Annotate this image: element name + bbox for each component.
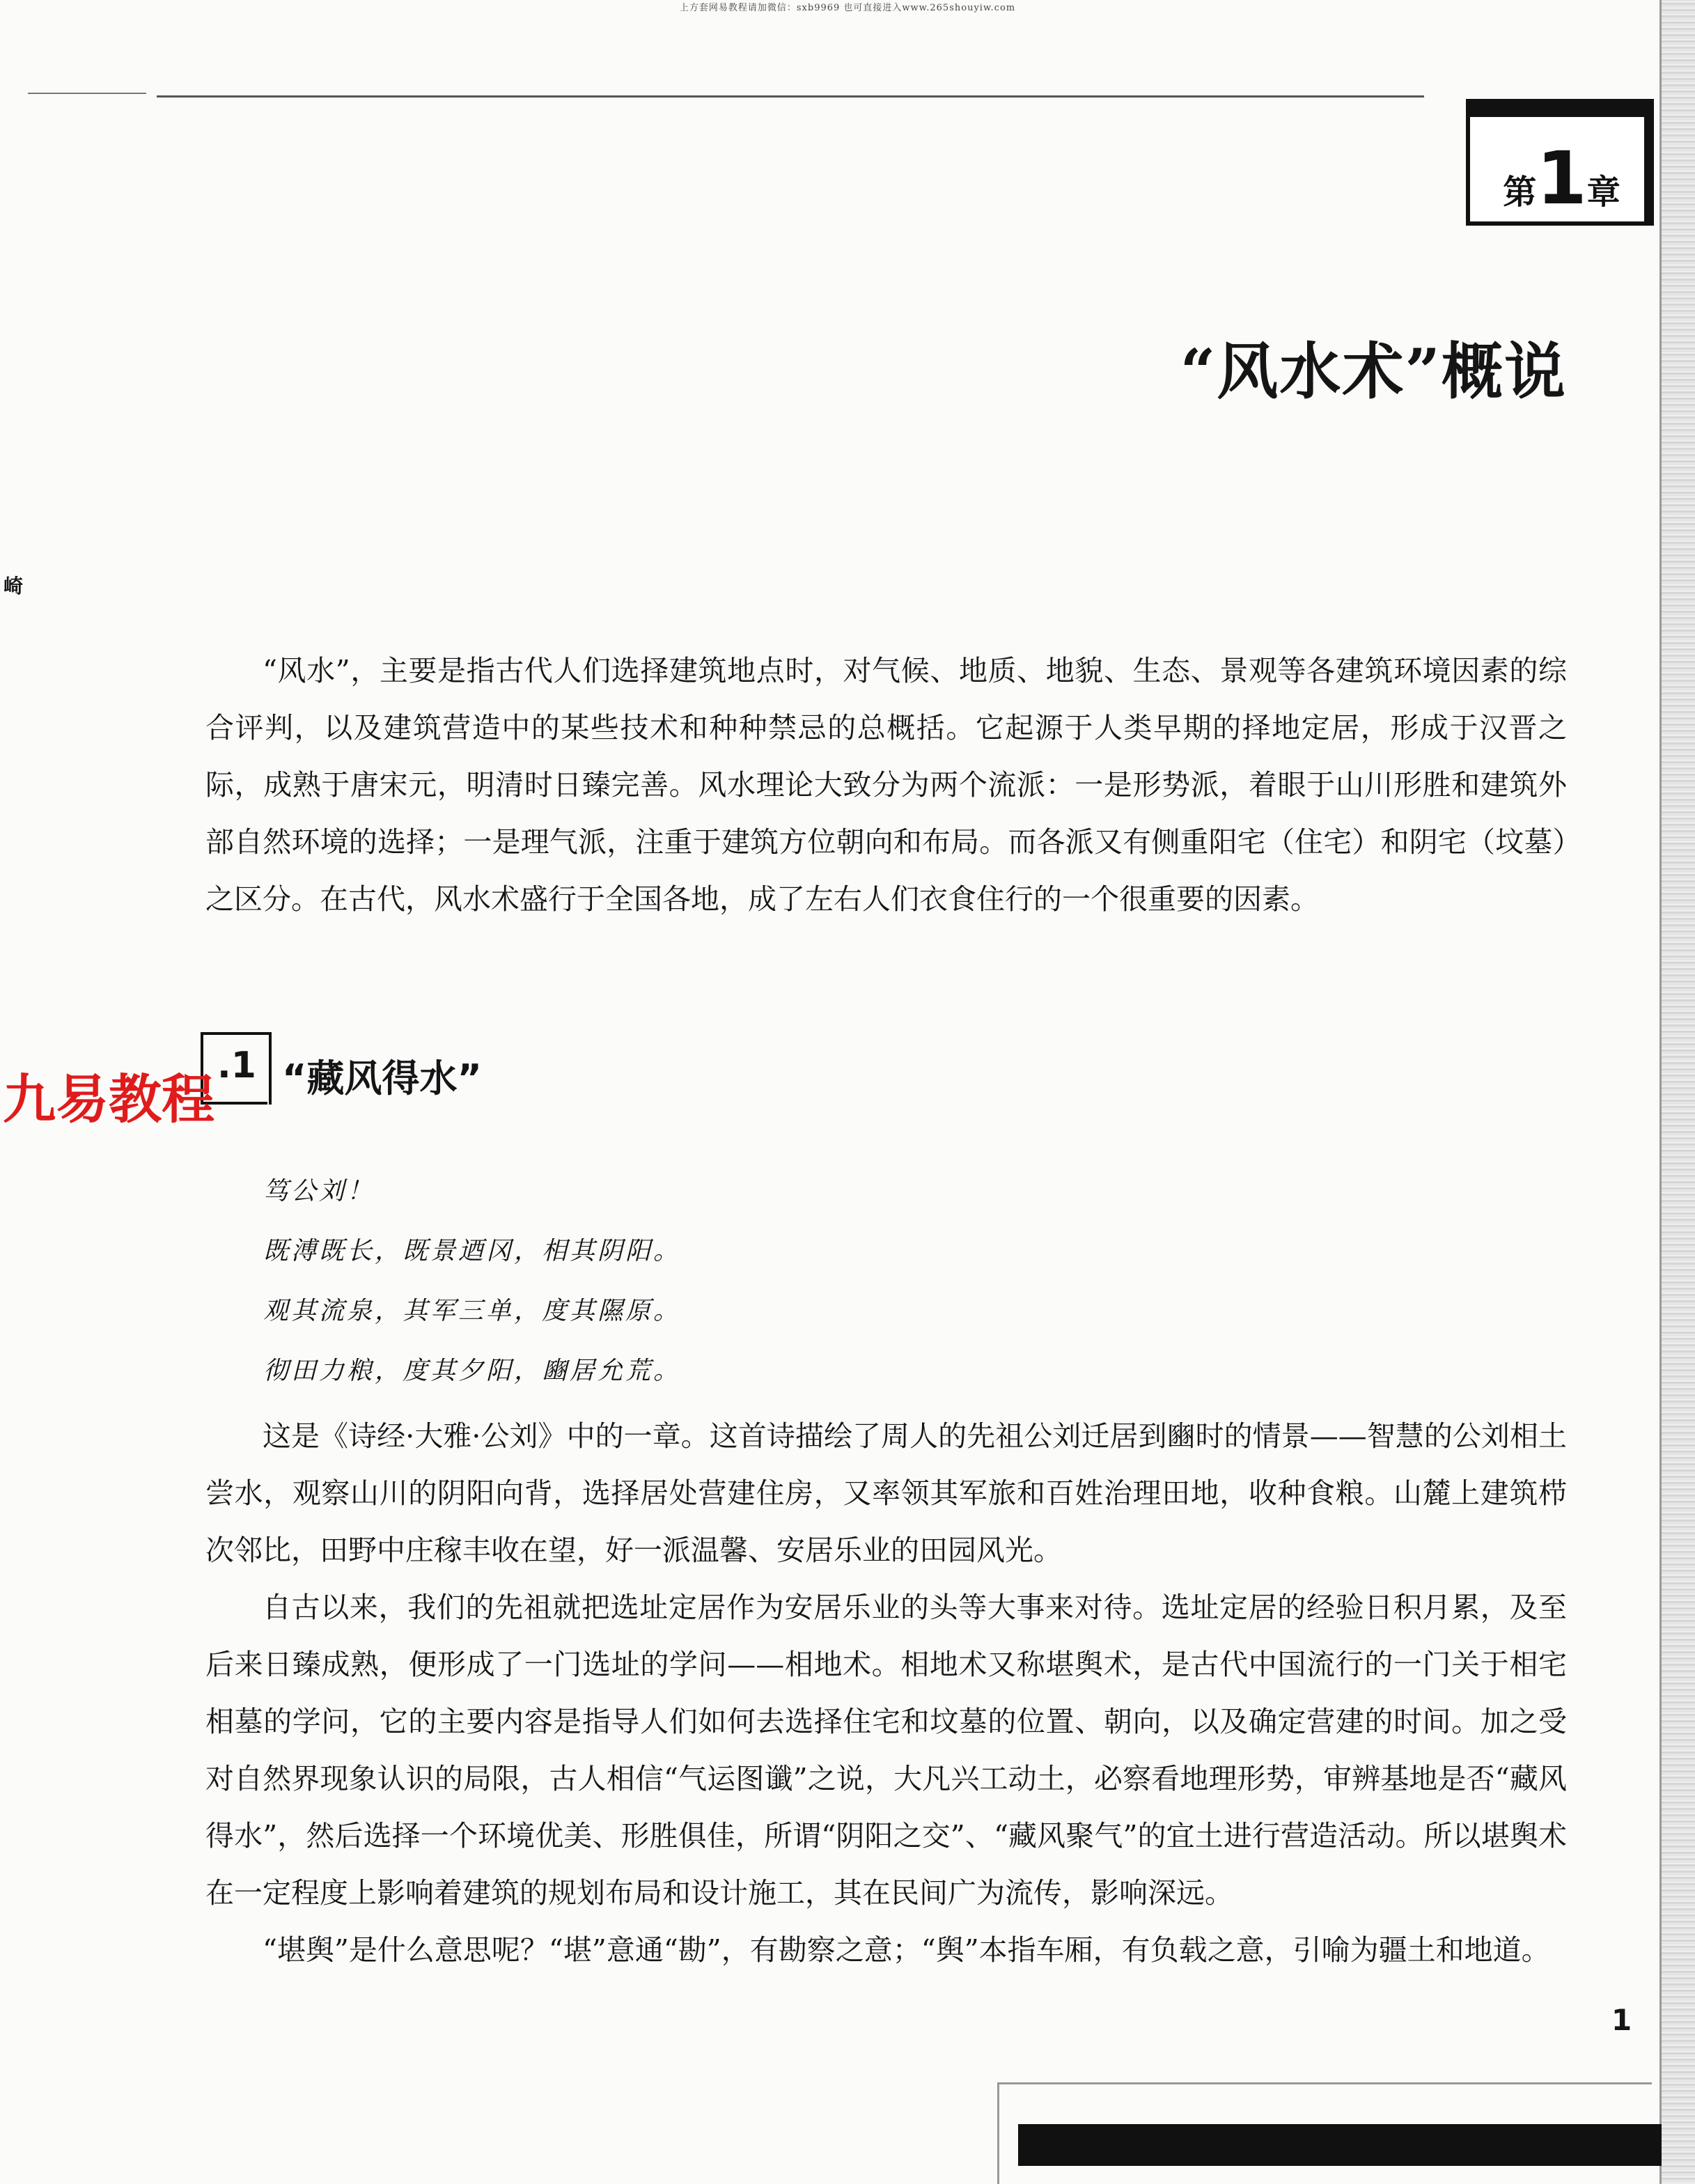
body-paragraph: “堪舆”是什么意思呢？“堪”意通“勘”，有勘察之意；“舆”本指车厢，有负载之意，引喻为疆土和地道。 <box>263 1933 1550 1967</box>
scanned-page-edge <box>1659 0 1695 2184</box>
chapter-label-suffix: 章 <box>1586 173 1620 212</box>
poem-line: 彻田力粮，度其夕阳，豳居允荒。 <box>263 1357 682 1385</box>
section-heading <box>0 1014 627 1130</box>
page-number: 1 <box>1611 2003 1632 2037</box>
footer-bar <box>1018 2124 1662 2166</box>
chapter-label <box>1487 136 1637 221</box>
chapter-title: “风水术”概说 <box>1180 335 1567 407</box>
header-rule <box>157 95 1424 98</box>
chapter-label-prefix: 第 <box>1503 173 1537 212</box>
poem-line: 既溥既长，既景迺冈，相其阴阳。 <box>263 1237 682 1265</box>
poem-line: 笃公刘！ <box>263 1177 375 1206</box>
poem-line: 观其流泉，其军三单，度其隰原。 <box>263 1297 682 1325</box>
body-paragraph: 自古以来，我们的先祖就把选址定居作为安居乐业的头等大事来对待。选址定居的经验日积月累，及至后来日臻成熟，便形成了一门选址的学问——相地术。相地术又称堪舆术，是古代中国流行的一门关于相宅相墓的学问，它的主要内容是指导人们如何去选择住宅和坟墓的位置、朝向，以及确定营建的时间。加之受对自然界现象认识的局限，古人相信“气运图谶”之说，大凡兴工动土，必察看地理形势，审辨基地是否“藏风得水”，然后选择一个环境优美、形胜俱佳，所谓“阴阳之交”、“藏风聚气”的宜土进行营造活动。所以堪舆术在一定程度上影响着建筑的规划布局和设计施工，其在民间广为流传，影响深远。 <box>205 1591 1567 1910</box>
top-note: 上方套网易教程请加微信：sxb9969 也可直接进入www.265shouyiw.com <box>679 3 1016 13</box>
watermark-text: 九易教程 <box>3 1068 214 1130</box>
section-title: “藏风得水” <box>282 1056 482 1100</box>
body-paragraph: 这是《诗经·大雅·公刘》中的一章。这首诗描绘了周人的先祖公刘迁居到豳时的情景——智慧的公刘相土尝水，观察山川的阴阳向背，选择居处营建住房，又率领其军旅和百姓治理田地，收种食粮。山麓上建筑栉次邻比，田野中庄稼丰收在望，好一派温馨、安居乐业的田园风光。 <box>205 1419 1567 1567</box>
section-number: .1 <box>217 1045 256 1086</box>
side-mark: 崎 <box>3 575 24 598</box>
poem <box>263 1162 681 1401</box>
header-rule-short <box>28 93 146 94</box>
intro-paragraph: “风水”，主要是指古代人们选择建筑地点时，对气候、地质、地貌、生态、景观等各建筑环境因素的综合评判，以及建筑营造中的某些技术和种种禁忌的总概括。它起源于人类早期的择地定居，形成于汉晋之际，成熟于唐宋元，明清时日臻完善。风水理论大致分为两个流派：一是形势派，着眼于山川形胜和建筑外部自然环境的选择；一是理气派，注重于建筑方位朝向和布局。而各派又有侧重阳宅（住宅）和阴宅（坟墓）之区分。在古代，风水术盛行于全国各地，成了左右人们衣食住行的一个很重要的因素。 <box>205 654 1567 916</box>
chapter-number: 1 <box>1536 136 1587 221</box>
